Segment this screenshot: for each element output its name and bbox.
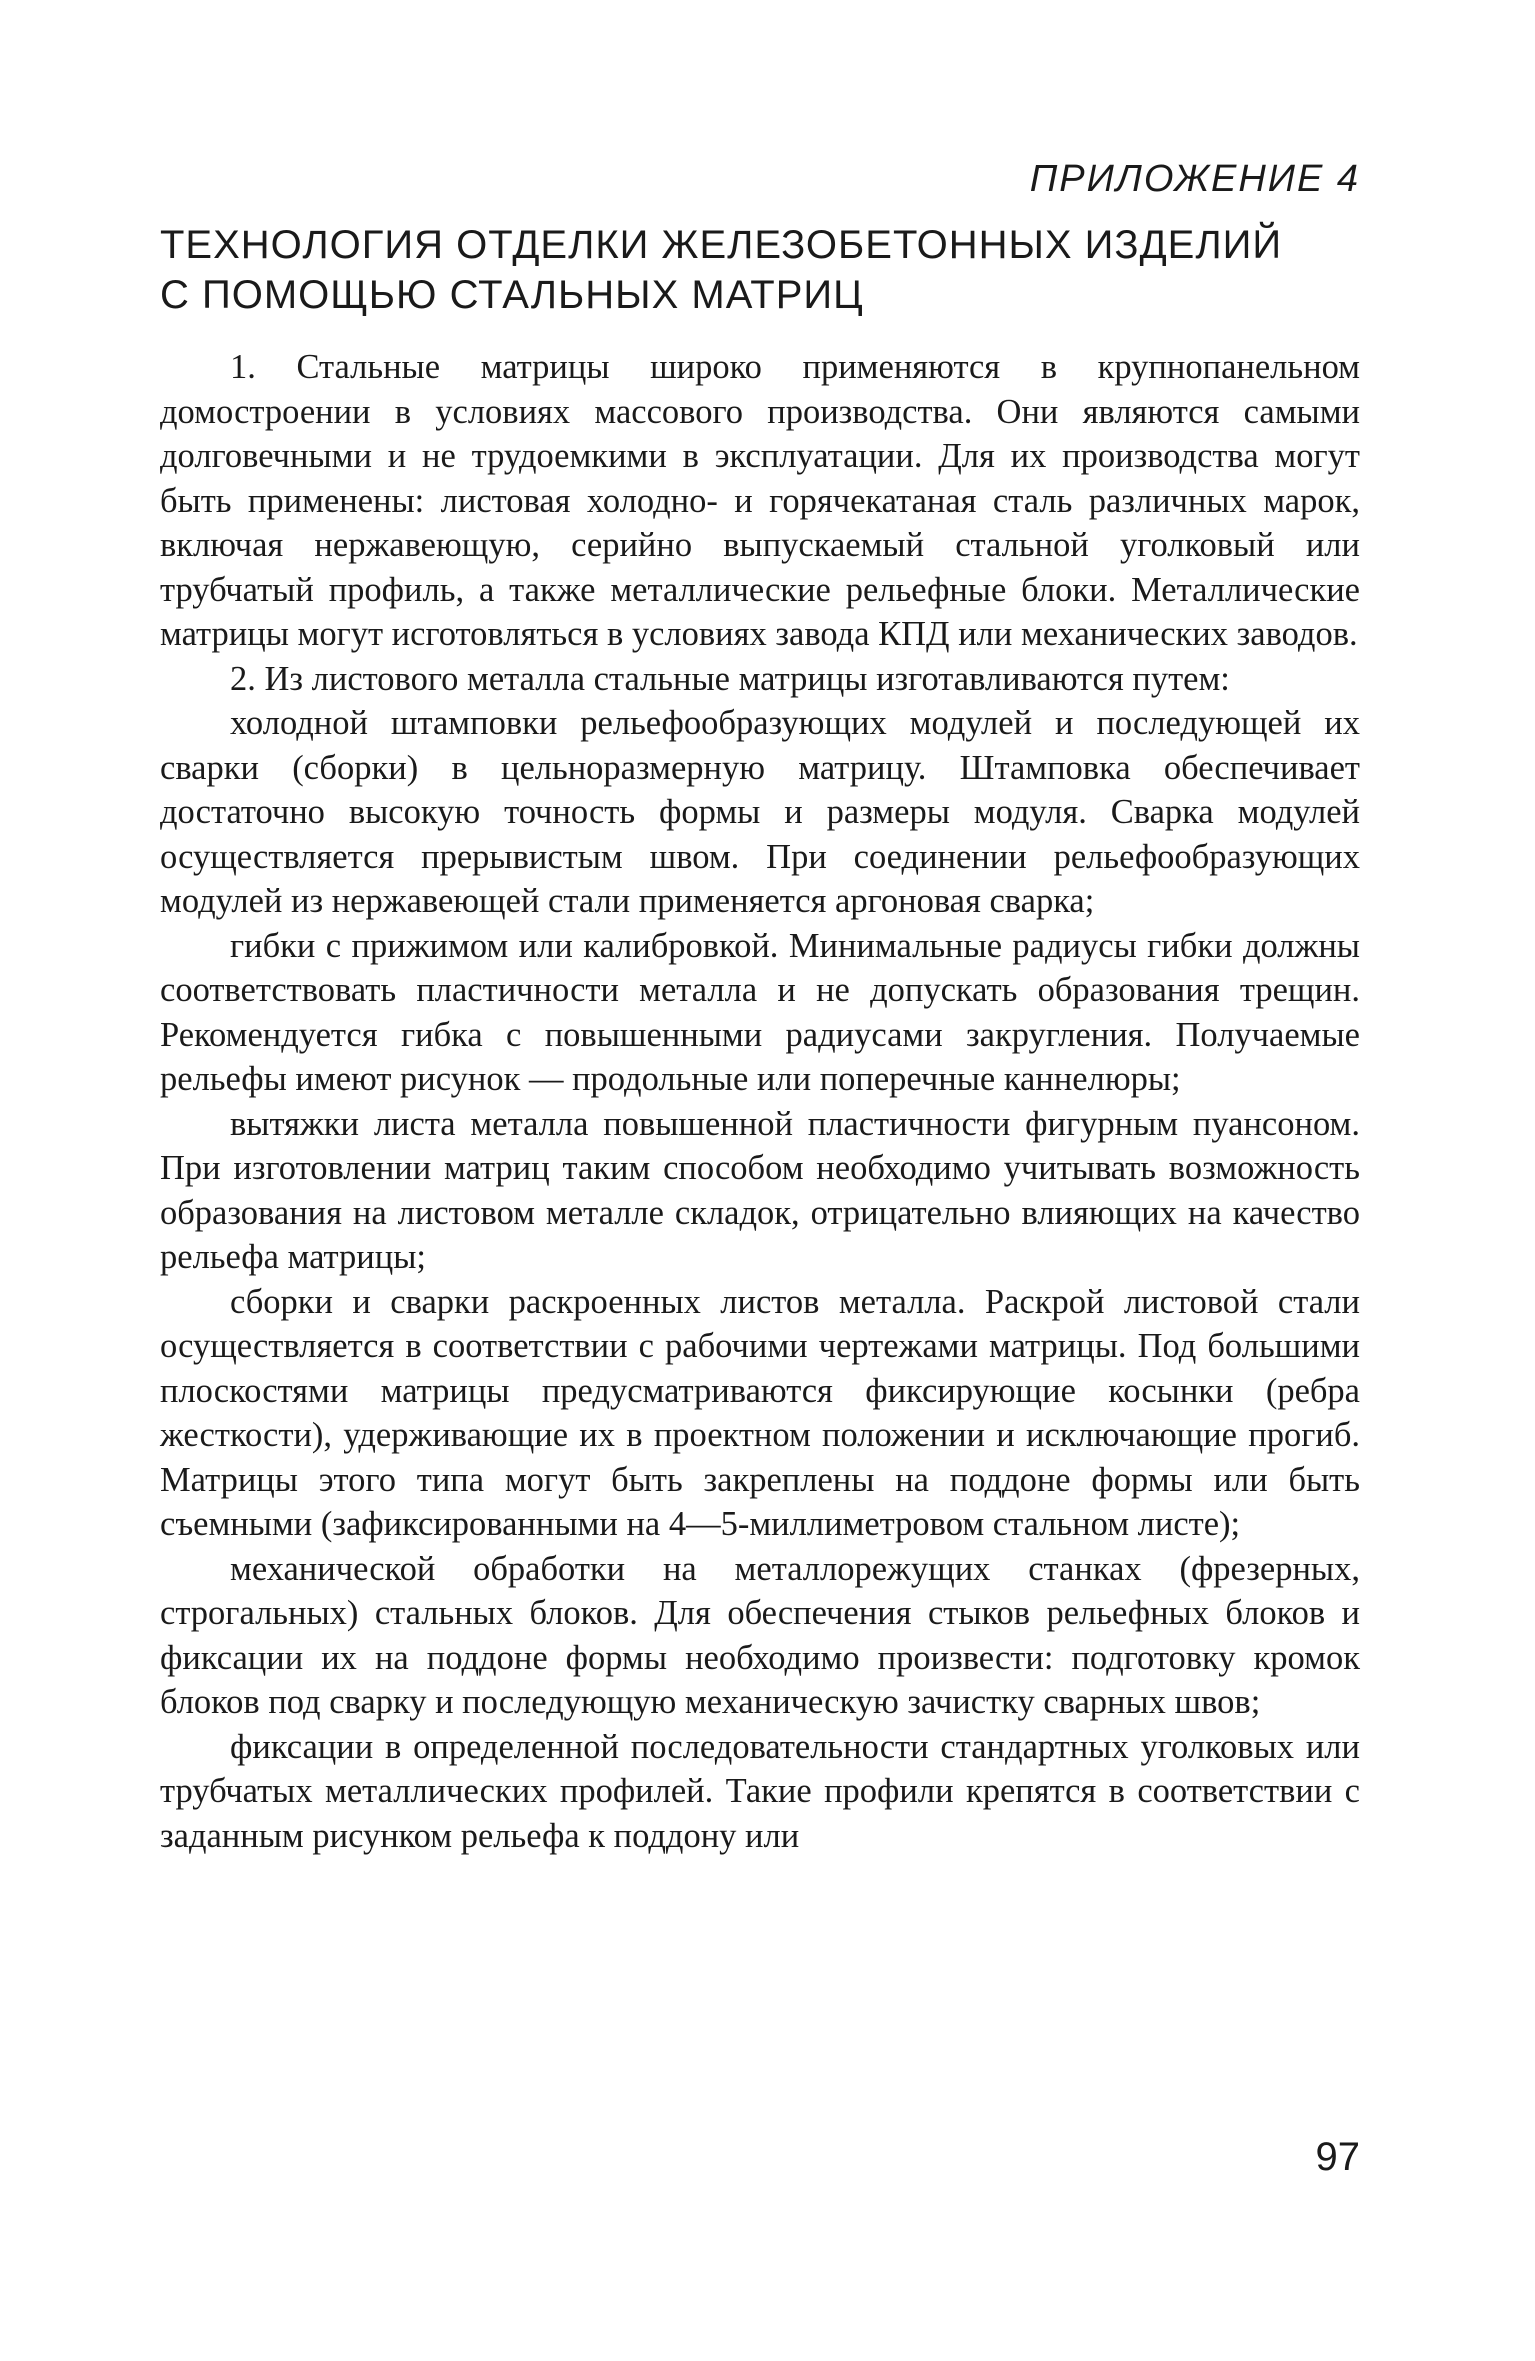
paragraph-2: 2. Из листового металла стальные матрицы изготавливаются путем: xyxy=(230,659,1230,698)
body-text xyxy=(160,345,1360,1858)
paragraph-profile-fixing: фиксации в определенной последовательности стандартных уголковых или трубчатых металлических профилей. Такие профили крепятся в соответствии с заданным рисунком рельефа к поддону или xyxy=(160,1727,1360,1855)
page-number: 97 xyxy=(1315,2135,1360,2179)
paragraph-assembly-welding: сборки и сварки раскроенных листов металла. Раскрой листовой стали осуществляется в соответствии с рабочими чертежами матрицы. Под большими плоскостями матрицы предусматриваются фиксирующие косынки (ребра жесткости), удерживающие их в проектном положении и исключающие прогиб. Матрицы этого типа могут быть закреплены на поддоне формы или быть съемными (зафиксированными на 4—5-миллиметровом стальном листе); xyxy=(160,1282,1360,1543)
paragraph-cold-stamping: холодной штамповки рельефообразующих модулей и последующей их сварки (сборки) в цельноразмерную матрицу. Штамповка обеспечивает достаточно высокую точность формы и размеры модуля. Сварка модулей осуществляется прерывистым швом. При соединении рельефообразующих модулей из нержавеющей стали применяется аргоновая сварка; xyxy=(160,704,1360,920)
paragraph-machining: механической обработки на металлорежущих станках (фрезерных, строгальных) стальных блоков. Для обеспечения стыков рельефных блоков и фиксации их на поддоне формы необходимо произвести: подготовку кромок блоков под сварку и последующую механическую зачистку сварных швов; xyxy=(160,1549,1360,1721)
title-line-1: ТЕХНОЛОГИЯ ОТДЕЛКИ ЖЕЛЕЗОБЕТОННЫХ ИЗДЕЛИЙ xyxy=(160,223,1283,267)
paragraph-bending: гибки с прижимом или калибровкой. Минимальные радиусы гибки должны соответствовать пластичности металла и не допускать образования трещин. Рекомендуется гибка с повышенными радиусами закругления. Получаемые рельефы имеют рисунок — продольные или поперечные каннелюры; xyxy=(160,926,1360,1098)
appendix-label: ПРИЛОЖЕНИЕ 4 xyxy=(1029,158,1360,200)
paragraph-drawing: вытяжки листа металла повышенной пластичности фигурным пуансоном. При изготовлении матриц таким способом необходимо учитывать возможность образования на листовом металле складок, отрицательно влияющих на качество рельефа матрицы; xyxy=(160,1104,1360,1276)
paragraph-1: 1. Стальные матрицы широко применяются в крупнопанельном домостроении в условиях массового производства. Они являются самыми долговечными и не трудоемкими в эксплуатации. Для их производства могут быть применены: листовая холодно- и горячекатаная сталь различных марок, включая нержавеющую, серийно выпускаемый стальной уголковый или трубчатый профиль, а также металлические рельефные блоки. Металлические матрицы могут исготовляться в условиях завода КПД или механических заводов. xyxy=(160,348,1360,653)
title-line-2: С ПОМОЩЬЮ СТАЛЬНЫХ МАТРИЦ xyxy=(160,273,864,317)
document-page xyxy=(160,0,1360,2361)
document-title xyxy=(160,220,1360,320)
